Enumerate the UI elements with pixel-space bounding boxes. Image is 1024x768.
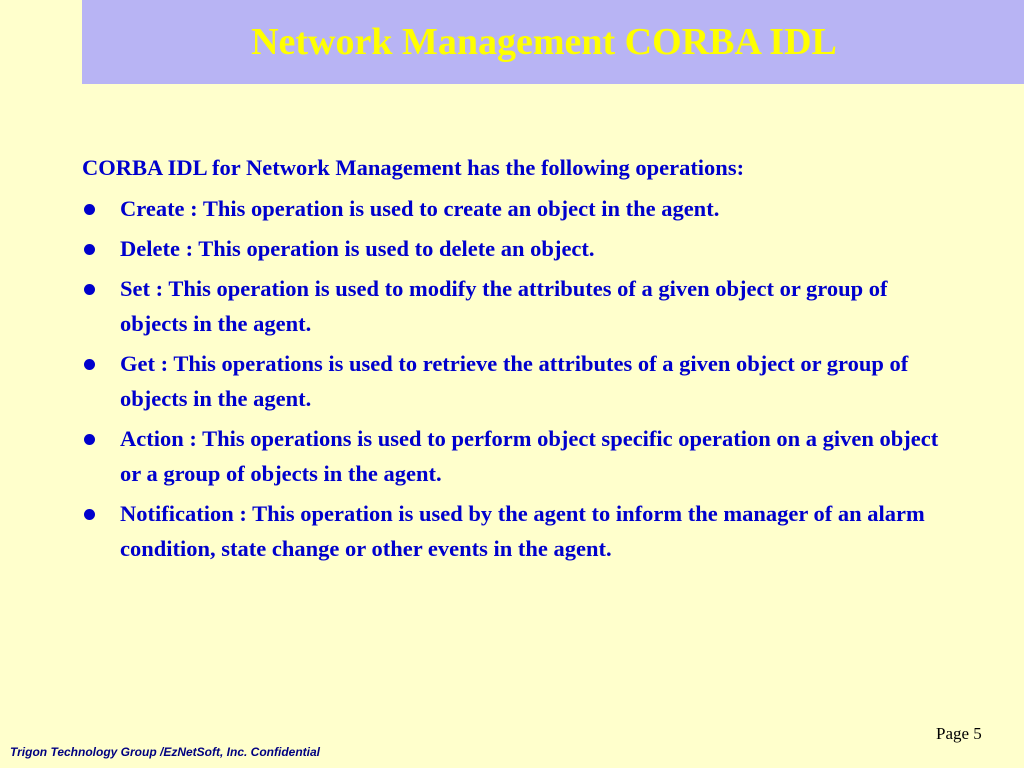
bullet-icon	[84, 434, 95, 445]
confidential-footer: Trigon Technology Group /EzNetSoft, Inc. Confidential	[10, 745, 320, 759]
bullet-text-create: Create : This operation is used to create an object in the agent.	[120, 196, 720, 221]
bullet-text-action: Action : This operations is used to perform object specific operation on a given object or a group of objects in the agent.	[120, 426, 939, 486]
list-item	[82, 496, 942, 566]
bullet-icon	[84, 509, 95, 520]
bullet-icon	[84, 284, 95, 295]
bullet-icon	[84, 359, 95, 370]
list-item	[82, 346, 942, 416]
bullet-text-set: Set : This operation is used to modify the attributes of a given object or group of objects in the agent.	[120, 276, 888, 336]
bullet-text-notification: Notification : This operation is used by the agent to inform the manager of an alarm condition, state change or other events in the agent.	[120, 501, 925, 561]
page-number: Page 5	[936, 724, 982, 743]
bullet-icon	[84, 204, 95, 215]
bullet-text-delete: Delete : This operation is used to delete an object.	[120, 236, 595, 261]
slide-title: Network Management CORBA IDL	[251, 21, 837, 63]
bullet-icon	[84, 244, 95, 255]
list-item	[82, 191, 942, 226]
intro-text: CORBA IDL for Network Management has the following operations:	[82, 155, 745, 180]
title-band	[82, 0, 1024, 84]
bullet-text-get: Get : This operations is used to retrieve the attributes of a given object or group of objects in the agent.	[120, 351, 909, 411]
list-item	[82, 231, 942, 266]
operations-list	[82, 191, 942, 566]
slide-content	[82, 150, 942, 571]
list-item	[82, 421, 942, 491]
list-item	[82, 271, 942, 341]
